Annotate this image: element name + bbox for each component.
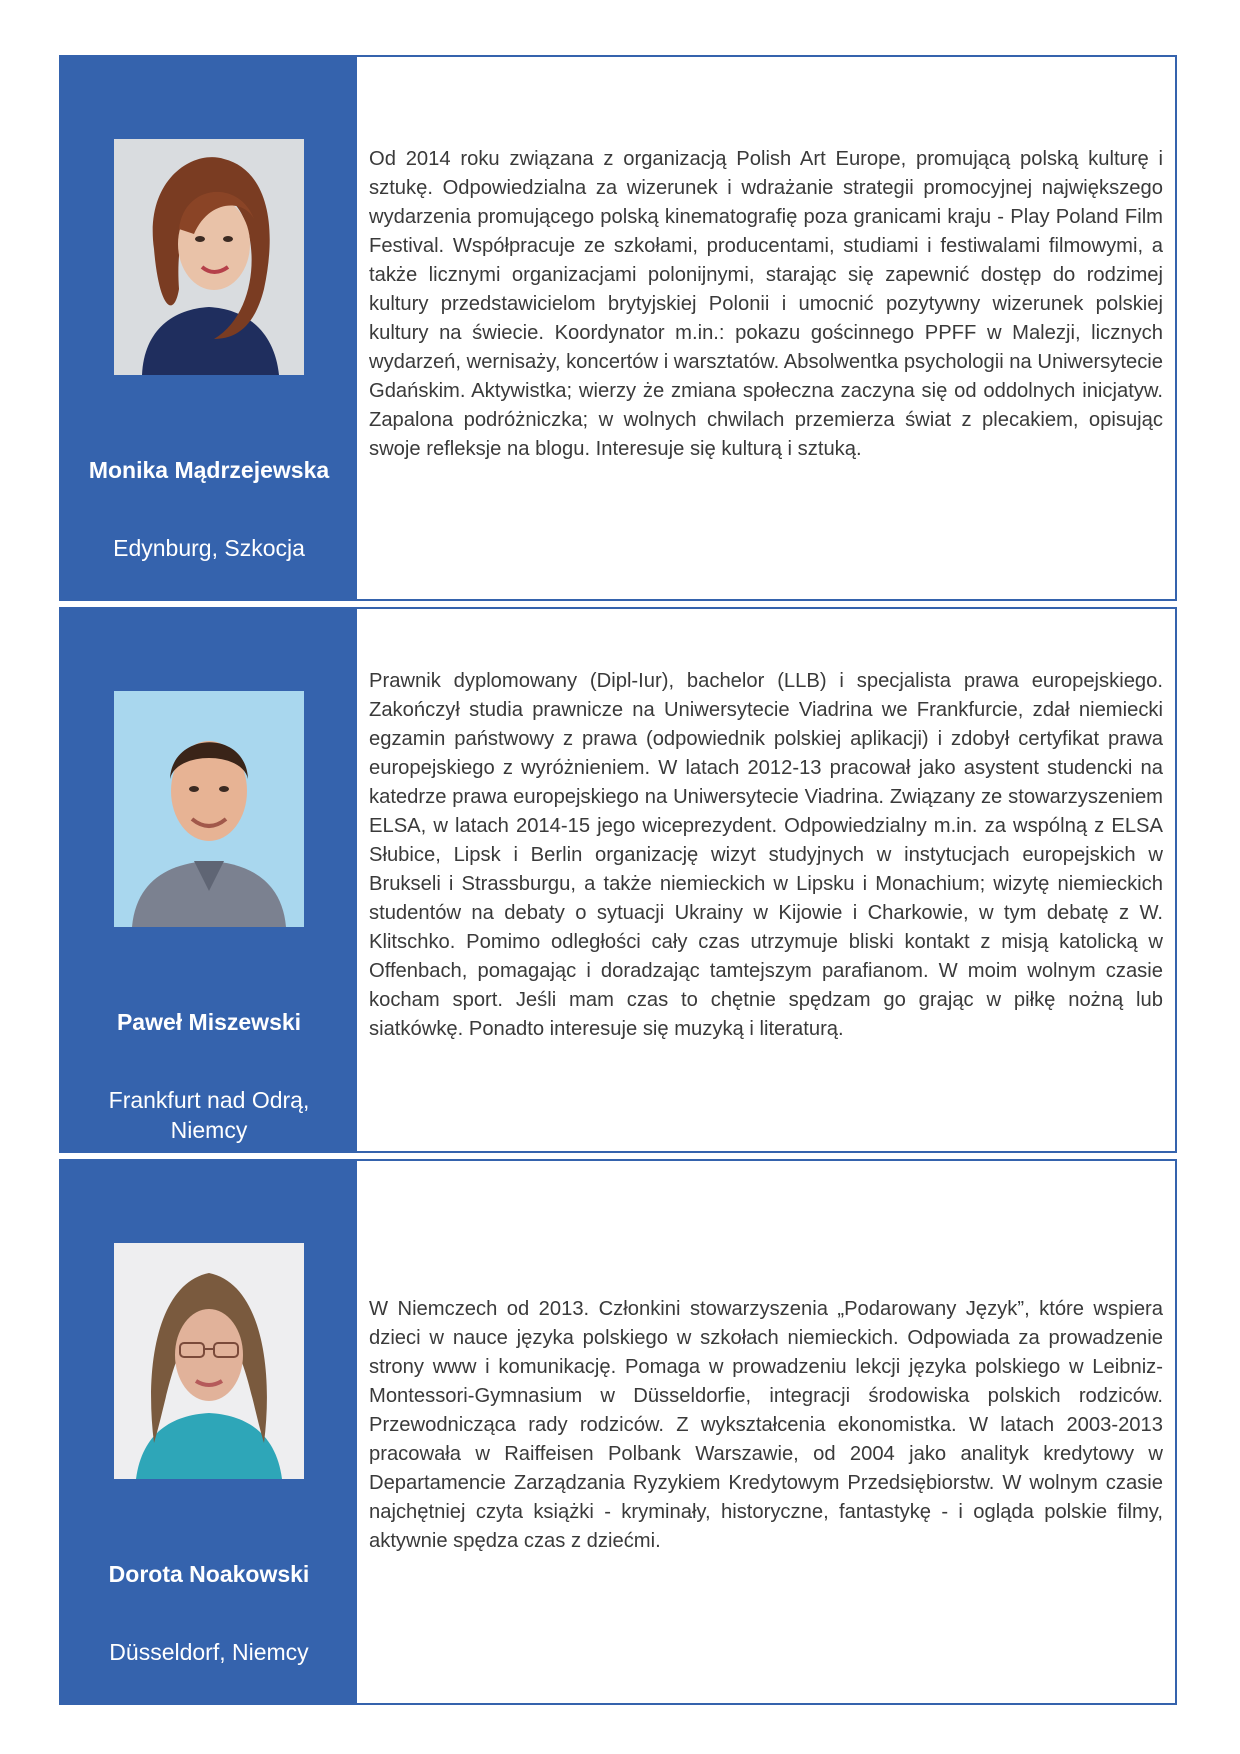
person-name: Paweł Miszewski — [116, 1009, 302, 1035]
profile-card — [59, 55, 1177, 601]
profile-card — [59, 607, 1177, 1153]
person-name: Dorota Noakowski — [108, 1561, 310, 1587]
bio-text: W Niemczech od 2013. Członkini stowarzyszenia „Podarowany Język”, które wspiera dzieci w nauce języka polskiego w szkołach niemieckich. Odpowiada za prowadzenie strony www i komunikację. Pomaga w prowadzeniu lekcji języka polskiego w Leibniz-Montessori-Gymnasium w Düsseldorfie, integracji środowiska polskich rodziców. Przewodnicząca rady rodziców. Z wykształcenia ekonomistka. W latach 2003-2013 pracowała w Raiffeisen Polbank Warszawie, od 2004 jako analityk kredytowy w Departamencie Zarządzania Ryzykiem Kredytowym Przedsiębiorstw. W wolnym czasie najchętniej czyta książki - kryminały, historyczne, fantastykę - i ogląda polskie filmy, aktywnie spędza czas z dziećmi. — [369, 1298, 1163, 1552]
person-location: Frankfurt nad Odrą, Niemcy — [108, 1087, 310, 1143]
profile-bio — [357, 609, 1175, 1151]
bio-text: Od 2014 roku związana z organizacją Polish Art Europe, promującą polską kulturę i sztukę. Odpowiedzialna za wizerunek i wdrażanie strategii promocyjnej największego wydarzenia promującego polską kinematografię poza granicami kraju - Play Poland Film Festival. Współpracuje ze szkołami, producentami, studiami i festiwalami filmowymi, a także licznymi organizacjami polonijnymi, starając się zapewnić dostęp do rodzimej kultury przedstawicielom brytyjskiej Polonii i umocnić pozytywny wizerunek polskiej kultury na świecie. Koordynator m.in.: pokazu gościnnego PPFF w Malezji, licznych wydarzeń, wernisaży, koncertów i warsztatów. Absolwentka psychologii na Uniwersytecie Gdańskim. Aktywistka; wierzy że zmiana społeczna zaczyna się od oddolnych inicjatyw. Zapalona podróżniczka; w wolnych chwilach przemierza świat z plecakiem, opisując swoje refleksje na blogu. Interesuje się kulturą i sztuką. — [369, 148, 1164, 460]
profile-sidebar — [61, 1161, 357, 1703]
person-location: Düsseldorf, Niemcy — [109, 1639, 309, 1665]
profile-sidebar — [61, 57, 357, 599]
profile-sidebar — [61, 609, 357, 1151]
profile-bio — [357, 1161, 1175, 1703]
person-name: Monika Mądrzejewska — [88, 457, 330, 483]
person-location: Edynburg, Szkocja — [113, 535, 305, 561]
profile-photo — [114, 1243, 304, 1479]
bio-text: Prawnik dyplomowany (Dipl-Iur), bachelor (LLB) i specjalista prawa europejskiego. Zakończył studia prawnicze na Uniwersytecie Viadrina we Frankfurcie, zdał niemiecki egzamin państwowy z prawa (odpowiednik polskiej aplikacji) i zdobył certyfikat prawa europejskiego z wyróżnieniem. W latach 2012-13 pracował jako asystent studencki na katedrze prawa europejskiego na Uniwersytecie Viadrina. Związany ze stowarzyszeniem ELSA, w latach 2014-15 jego wiceprezydent. Odpowiedzialny m.in. za wspólną z ELSA Słubice, Lipsk i Berlin organizację wizyt studyjnych w instytucjach europejskich w Brukseli i Strassburgu, a także niemieckich w Lipsku i Monachium; wizytę niemieckich studentów na debaty o sytuacji Ukrainy w Kijowie i Charkowie, w tym debatę z W. Klitschko. Pomimo odległości cały czas utrzymuje bliski kontakt z misją katolicką w Offenbach, pomagając i doradzając tamtejszym parafianom. W moim wolnym czasie kocham sport. Jeśli mam czas to chętnie spędzam go grając w piłkę nożną lub siatkówkę. Ponadto interesuje się muzyką i literaturą. — [369, 670, 1163, 1040]
profile-card — [59, 1159, 1177, 1705]
profile-bio — [357, 57, 1175, 599]
profile-photo — [114, 691, 304, 927]
profile-photo — [114, 139, 304, 375]
